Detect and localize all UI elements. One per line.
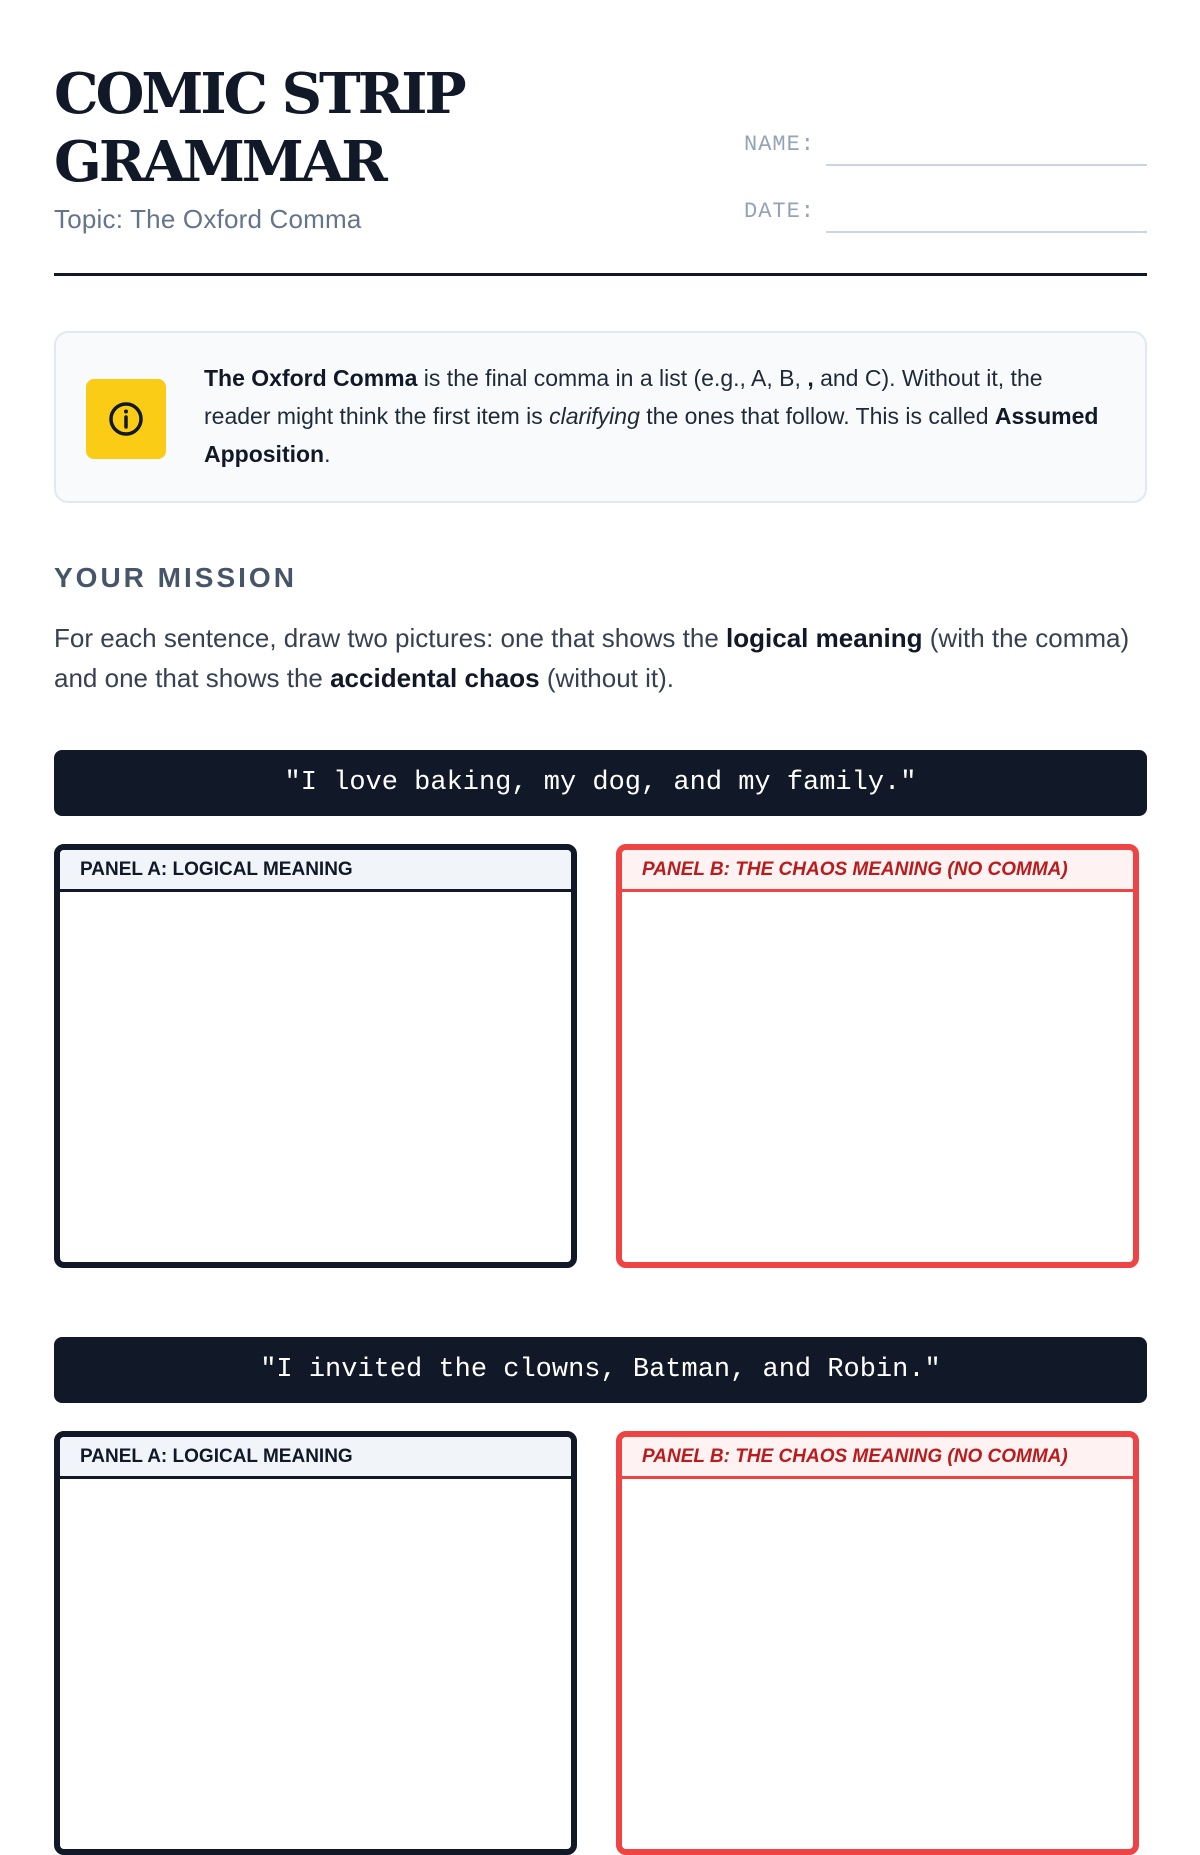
topic-subtitle: Topic: The Oxford Comma [54,204,362,234]
worksheet-header [54,60,1147,276]
panel-b-drawing-area[interactable] [616,1431,1139,1855]
panel-row [54,844,1147,1268]
example-comma: , [807,365,814,391]
panel-a-drawing-area[interactable] [54,844,577,1268]
clarifying-emphasis: clarifying [549,403,640,429]
student-fields [744,130,1147,264]
assumed-apposition-term: Assumed Apposition [204,403,1099,467]
definition-text: The Oxford Comma is the final comma in a list (e.g., A, B, , and C). Without it, the reader might think the first item is clarifying the ones that follow. This is called Assumed Apposition. [204,365,1099,467]
logical-meaning-emphasis: logical meaning [726,623,923,653]
accidental-chaos-emphasis: accidental chaos [330,663,540,693]
title-block [54,60,614,235]
sentence-banner: "I invited the clowns, Batman, and Robin." [54,1337,1147,1403]
panel-row [54,1431,1147,1855]
mission-instructions: For each sentence, draw two pictures: one that shows the logical meaning (with the comma) and one that shows the accidental chaos (without it). [54,623,1130,693]
date-line[interactable] [826,231,1147,233]
exercise-2 [54,1337,1147,1855]
panel-a-drawing-area[interactable] [54,1431,577,1855]
oxford-comma-term: The Oxford Comma [204,365,418,391]
panel-a-header: PANEL A: LOGICAL MEANING [60,850,571,892]
name-label: NAME: [744,132,816,157]
panel-a-header: PANEL A: LOGICAL MEANING [60,1437,571,1479]
sentence-banner: "I love baking, my dog, and my family." [54,750,1147,816]
name-line[interactable] [826,164,1147,166]
worksheet-title: COMIC STRIP GRAMMAR [54,61,464,195]
info-icon [86,379,166,459]
header-divider [54,273,1147,276]
mission-heading: YOUR MISSION [54,562,297,593]
panel-b-header: PANEL B: THE CHAOS MEANING (NO COMMA) [622,1437,1133,1479]
name-field[interactable] [744,130,1147,166]
date-field[interactable] [744,197,1147,233]
panel-b-header: PANEL B: THE CHAOS MEANING (NO COMMA) [622,850,1133,892]
panel-b-drawing-area[interactable] [616,844,1139,1268]
date-label: DATE: [744,199,816,224]
definition-box [54,331,1147,503]
exercise-1 [54,750,1147,1268]
